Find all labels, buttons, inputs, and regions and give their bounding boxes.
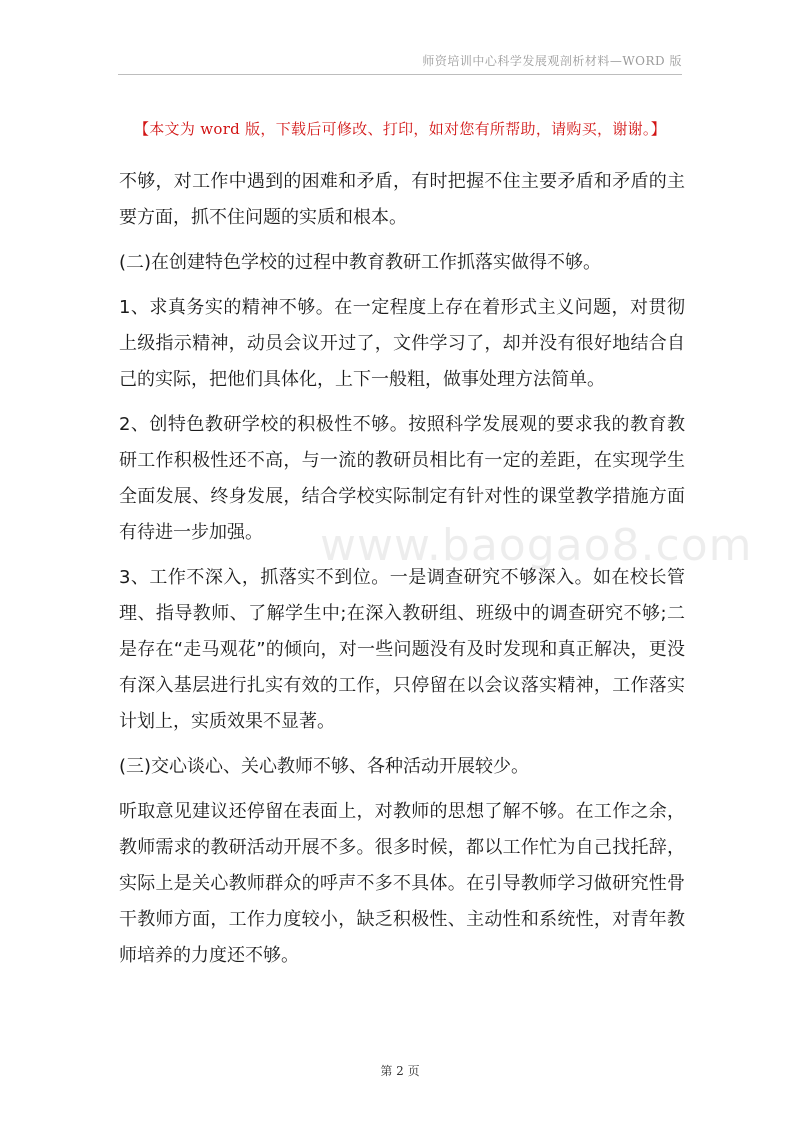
paragraph: 不够，对工作中遇到的困难和矛盾，有时把握不住主要矛盾和矛盾的主要方面，抓不住问题的实质和根本。 [119,171,685,228]
paragraph: 2、创特色教研学校的积极性不够。按照科学发展观的要求我的教育教研工作积极性还不高，与一流的教研员相比有一定的差距，在实现学生全面发展、终身发展，结合学校实际制定有针对性的课堂教学措施方面有待进一步加强。 [119,414,685,543]
document-body [119,164,685,983]
section-heading: (二)在创建特色学校的过程中教育教研工作抓落实做得不够。 [119,252,602,273]
paragraph: 听取意见建议还停留在表面上，对教师的思想了解不够。在工作之余，教师需求的教研活动开展不多。很多时候，都以工作忙为自己找托辞，实际上是关心教师群众的呼声不多不具体。在引导教师学习做研究性骨干教师方面，工作力度较小，缺乏积极性、主动性和系统性，对青年教师培养的力度还不够。 [119,801,685,966]
paragraph: 1、求真务实的精神不够。在一定程度上存在着形式主义问题，对贯彻上级指示精神，动员会议开过了，文件学习了，却并没有很好地结合自己的实际，把他们具体化，上下一般粗，做事处理方法简单。 [119,297,685,390]
page-header: 师资培训中心科学发展观剖析材料—WORD 版 [422,54,682,68]
section-heading: (三)交心谈心、关心教师不够、各种活动开展较少。 [119,756,530,777]
watermark: www.baogao8.com [320,520,753,571]
paragraph: 3、工作不深入，抓落实不到位。一是调查研究不够深入。如在校长管理、指导教师、了解学生中;在深入教研组、班级中的调查研究不够;二是存在“走马观花”的倾向，对一些问题没有及时发现和真正解决，更没有深入基层进行扎实有效的工作，只停留在以会议落实精神，工作落实计划上，实质效果不显著。 [119,567,685,732]
page-number: 第 2 页 [380,1064,420,1078]
header-divider [118,74,682,75]
download-notice: 【本文为 word 版，下载后可修改、打印，如对您有所帮助，请购买，谢谢。】 [133,120,667,138]
